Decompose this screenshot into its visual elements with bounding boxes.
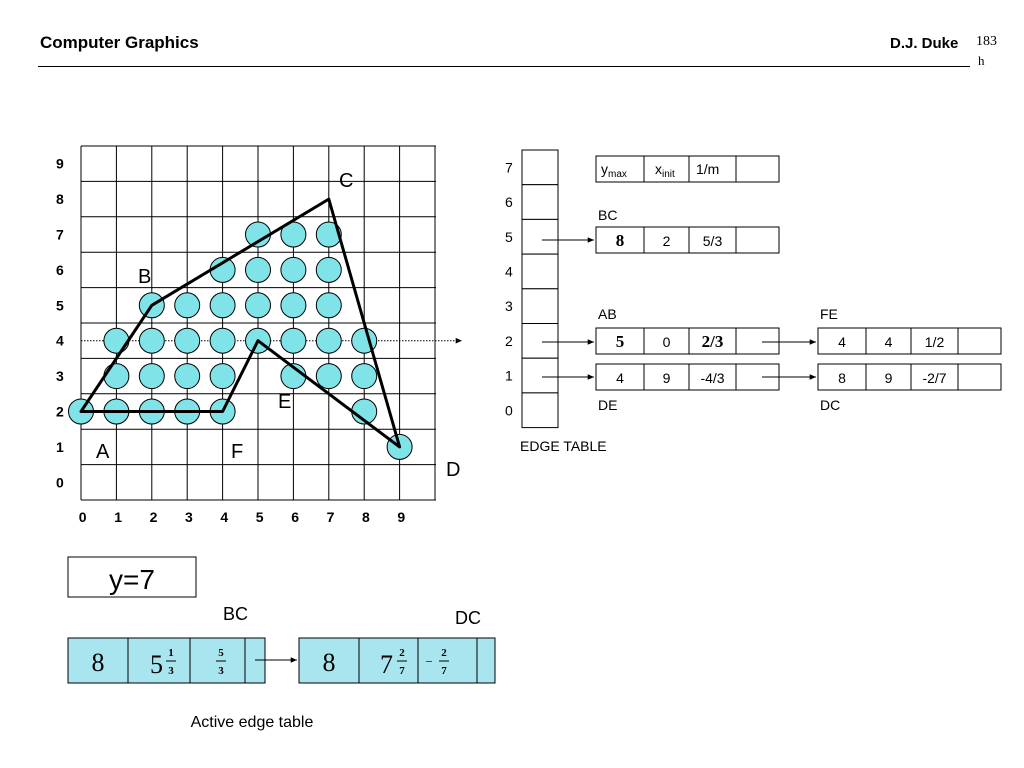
edge-table-bucket-labels — [505, 159, 513, 418]
pixel-circle — [281, 293, 306, 318]
pixel-circle — [210, 364, 235, 389]
y-tick-label: 2 — [56, 403, 64, 420]
aet-dc-x-num: 2 — [399, 647, 405, 659]
bucket-label: 6 — [505, 194, 513, 211]
bucket-label: 0 — [505, 402, 513, 419]
bucket-cell — [522, 289, 558, 324]
pixel-circle — [281, 257, 306, 282]
page-suffix: h — [978, 53, 985, 68]
bucket-label: 5 — [505, 228, 513, 245]
edge-entry-fe — [818, 306, 1001, 354]
aet-node-dc — [299, 638, 495, 683]
edge-entry-cell: 9 — [884, 370, 893, 386]
header-ymax: $y_{max}$ — [601, 161, 627, 180]
x-tick-label: 6 — [291, 509, 299, 525]
edge-entry-cell: 0 — [662, 334, 671, 350]
aet-node-bc — [68, 638, 265, 683]
aet-caption: Active edge table — [190, 714, 314, 731]
page-number: 183 — [976, 34, 997, 49]
bucket-cell — [522, 358, 558, 393]
edge-entry-ab — [596, 306, 779, 354]
aet-bc-x-num: 1 — [168, 647, 174, 659]
edge-entry-cell: 2/3 — [701, 332, 724, 351]
bucket-label: 4 — [505, 263, 513, 280]
current-scanline-box — [68, 557, 196, 597]
active-edge-table — [68, 604, 495, 731]
x-tick-label: 3 — [185, 509, 193, 525]
vertex-label-f: F — [231, 441, 244, 463]
pixel-circle — [281, 328, 306, 353]
bucket-cell — [522, 219, 558, 254]
aet-bc-x-den: 3 — [168, 665, 174, 677]
slide-header-author: D.J. Duke — [890, 35, 959, 52]
pixel-circle — [104, 364, 129, 389]
pixel-circle — [210, 328, 235, 353]
header-xinit: $x_{init}$ — [655, 161, 675, 180]
edge-entry-cell: 9 — [662, 370, 671, 386]
pixel-circle — [104, 328, 129, 353]
edge-entry-cell: 4 — [838, 334, 846, 350]
y-axis-ticks — [56, 156, 64, 491]
x-tick-label: 8 — [362, 509, 370, 525]
edge-entry-cell: 4 — [884, 334, 893, 350]
y-tick-label: 3 — [56, 368, 64, 385]
current-scanline-label: y=7 — [109, 564, 155, 595]
aet-dc-x-den: 7 — [399, 665, 405, 677]
edge-entry-cell: 8 — [615, 231, 625, 250]
vertex-label-d: D — [446, 459, 461, 481]
edge-table-header-row — [596, 156, 779, 182]
x-tick-label: 2 — [149, 509, 158, 525]
y-tick-label: 6 — [56, 261, 64, 278]
bucket-cell — [522, 185, 558, 220]
bucket-label: 7 — [505, 159, 513, 176]
edge-entry-label: DC — [820, 397, 841, 413]
edge-table — [505, 150, 1001, 454]
pixel-circle — [316, 364, 341, 389]
y-tick-label: 4 — [56, 332, 64, 349]
aet-label-bc: BC — [223, 604, 249, 624]
y-tick-label: 5 — [56, 297, 64, 314]
edge-entry-cell: 5/3 — [702, 233, 723, 249]
edge-table-entries — [596, 207, 1001, 413]
bucket-label: 1 — [505, 367, 513, 384]
edge-table-buckets — [522, 150, 558, 428]
aet-dc-x-whole: 7 — [380, 650, 393, 679]
bucket-cell — [522, 150, 558, 185]
pixel-circle — [316, 293, 341, 318]
x-axis-ticks — [79, 509, 406, 525]
pixel-circle — [139, 364, 164, 389]
edge-entry-cell: 2 — [662, 233, 671, 249]
edge-entry-label: BC — [598, 207, 618, 223]
edge-entry-label: DE — [598, 397, 618, 413]
pixel-circle — [316, 257, 341, 282]
pixel-circle — [175, 364, 200, 389]
aet-bc-ymax: 8 — [91, 648, 105, 677]
pixel-grid — [56, 146, 462, 525]
x-tick-label: 7 — [326, 509, 335, 525]
bucket-cell — [522, 254, 558, 289]
aet-label-dc: DC — [455, 608, 481, 628]
y-tick-label: 9 — [56, 155, 64, 172]
vertex-label-c: C — [339, 170, 354, 192]
pixel-circle — [175, 293, 200, 318]
aet-dc-ymax: 8 — [322, 648, 336, 677]
x-tick-label: 9 — [397, 509, 406, 525]
aet-bc-m-den: 3 — [218, 665, 224, 677]
edge-entry-cell: 1/2 — [924, 334, 945, 350]
vertex-label-a: A — [96, 441, 110, 463]
edge-entry-cell: -4/3 — [700, 370, 725, 386]
pixel-circle — [139, 328, 164, 353]
edge-entry-label: FE — [820, 306, 838, 322]
aet-dc-m-sign: − — [425, 654, 433, 669]
edge-entry-cell: -2/7 — [922, 370, 947, 386]
pixel-circle — [210, 293, 235, 318]
vertex-label-b: B — [138, 266, 152, 288]
bucket-cell — [522, 324, 558, 359]
pixel-circle — [352, 364, 377, 389]
bucket-label: 2 — [505, 332, 513, 349]
bucket-cell — [522, 393, 558, 428]
x-tick-label: 1 — [114, 509, 122, 525]
vertex-label-e: E — [278, 391, 292, 413]
y-tick-label: 7 — [56, 226, 64, 243]
edge-table-caption: EDGE TABLE — [520, 438, 607, 454]
edge-entry-de — [596, 364, 779, 413]
y-tick-label: 0 — [56, 474, 64, 491]
edge-entry-cell: 8 — [838, 370, 846, 386]
pixel-circle — [316, 328, 341, 353]
slide-header-title: Computer Graphics — [40, 33, 199, 52]
pixel-circle — [175, 328, 200, 353]
grid-lines — [81, 146, 436, 500]
y-tick-label: 1 — [56, 438, 64, 455]
aet-bc-m-num: 5 — [218, 647, 224, 659]
edge-entry-dc — [818, 364, 1001, 413]
aet-dc-m-den: 7 — [441, 665, 447, 677]
header-inverse-slope: 1/m — [696, 161, 720, 177]
x-tick-label: 4 — [220, 509, 229, 525]
pixel-circle — [246, 257, 271, 282]
edge-entry-label: AB — [598, 306, 617, 322]
edge-entry-cell: 4 — [616, 370, 624, 386]
y-tick-label: 8 — [56, 191, 64, 208]
x-tick-label: 5 — [255, 509, 264, 525]
aet-bc-x-whole: 5 — [150, 650, 163, 679]
aet-dc-m-num: 2 — [441, 647, 447, 659]
bucket-label: 3 — [505, 298, 513, 315]
edge-entry-cell: 5 — [615, 332, 625, 351]
pixel-circle — [246, 293, 271, 318]
edge-entry-bc — [596, 207, 779, 253]
x-tick-label: 0 — [78, 509, 87, 525]
